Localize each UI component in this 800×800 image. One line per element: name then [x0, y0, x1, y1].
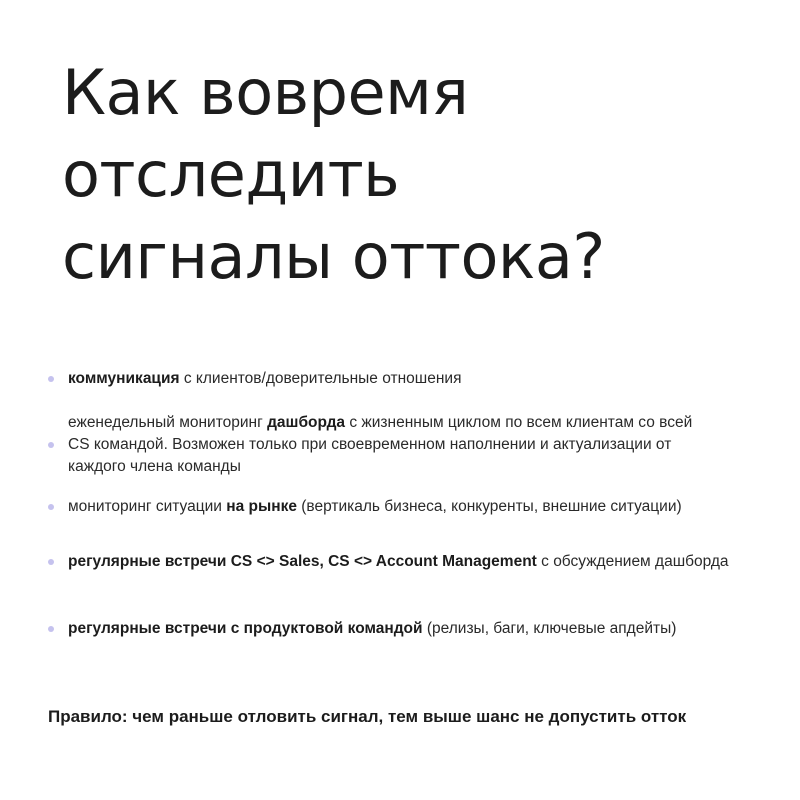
title-line-2: отследить — [62, 138, 400, 211]
title-line-3: сигналы оттока? — [62, 220, 605, 293]
bullet-text: с обсуждением дашборда — [536, 553, 729, 570]
list-item — [48, 496, 748, 518]
rule-text: Правило: чем раньше отловить сигнал, тем выше шанс не допустить отток — [48, 707, 687, 726]
page-title — [62, 52, 782, 298]
list-item — [48, 412, 708, 478]
list-item — [48, 368, 461, 390]
list-item — [48, 551, 768, 573]
title-line-1: Как вовремя — [62, 56, 469, 129]
bullet-bold-text: дашборда — [267, 414, 346, 431]
bullet-dot-icon — [48, 504, 54, 510]
bullet-dot-icon — [48, 559, 54, 565]
bullet-text: (релизы, баги, ключевые апдейты) — [422, 620, 677, 637]
bullet-text: еженедельный мониторинг — [68, 414, 268, 431]
bullet-dot-icon — [48, 376, 54, 382]
bullet-text: мониторинг ситуации — [68, 498, 227, 515]
bullet-dot-icon — [48, 626, 54, 632]
bullet-bold-text: на рынке — [226, 498, 297, 515]
bullet-text: с жизненным циклом по всем клиентам со всей CS командой. Возможен только при своевременном наполнении и актуализации от каждого члена команды — [68, 414, 693, 475]
bullet-bold-text: регулярные встречи с продуктовой командой — [68, 620, 423, 637]
bullet-bold-text: коммуникация — [68, 370, 180, 387]
list-item — [48, 618, 728, 640]
bullet-dot-icon — [48, 442, 54, 448]
bullet-text: с клиентов/доверительные отношения — [179, 370, 462, 387]
bullet-text: (вертикаль бизнеса, конкуренты, внешние ситуации) — [296, 498, 682, 515]
bullet-bold-text: регулярные встречи CS <> Sales, CS <> Account Management — [68, 553, 537, 570]
